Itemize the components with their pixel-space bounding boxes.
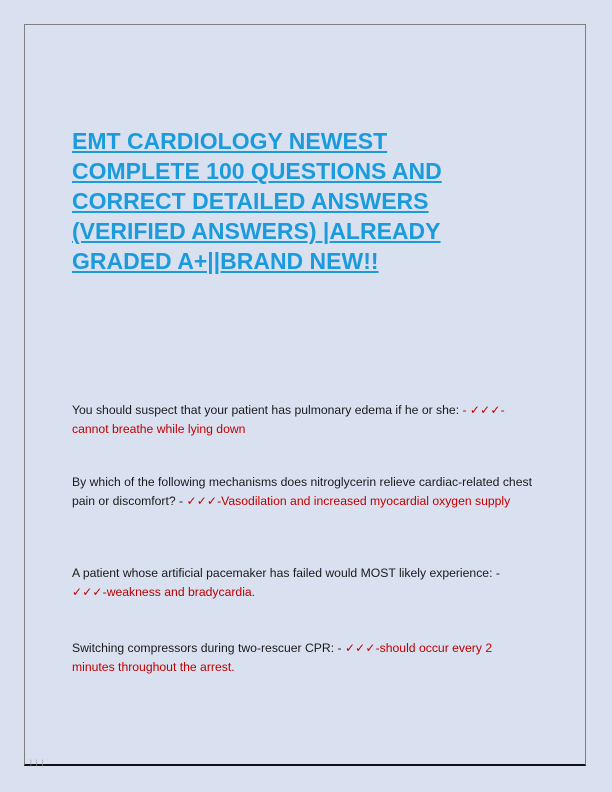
qa-item	[72, 564, 532, 602]
question-text: You should suspect that your patient has pulmonary edema if he or she:	[72, 403, 463, 417]
answer-text: - ✓✓✓-cannot breathe while lying down	[72, 403, 505, 436]
answer-text: ✓✓✓-should occur every 2 minutes throughout the arrest.	[72, 641, 493, 674]
question-text: Switching compressors during two-rescuer CPR: -	[72, 641, 345, 655]
answer-text: ✓✓✓-weakness and bradycardia.	[72, 585, 256, 599]
question-text: By which of the following mechanisms does nitroglycerin relieve cardiac-related chest pain or discomfort? -	[72, 475, 532, 508]
document-title: EMT CARDIOLOGY NEWEST COMPLETE 100 QUESTIONS AND CORRECT DETAILED ANSWERS (VERIFIED ANSWERS) |ALREADY GRADED A+||BRAND NEW!!	[72, 128, 442, 274]
qa-item	[72, 639, 532, 677]
qa-item	[72, 401, 532, 439]
footer-marks: | | |	[30, 760, 45, 767]
answer-text: ✓✓✓-Vasodilation and increased myocardial oxygen supply	[186, 494, 511, 508]
question-text: A patient whose artificial pacemaker has failed would MOST likely experience: -	[72, 566, 500, 580]
qa-item	[72, 473, 532, 511]
